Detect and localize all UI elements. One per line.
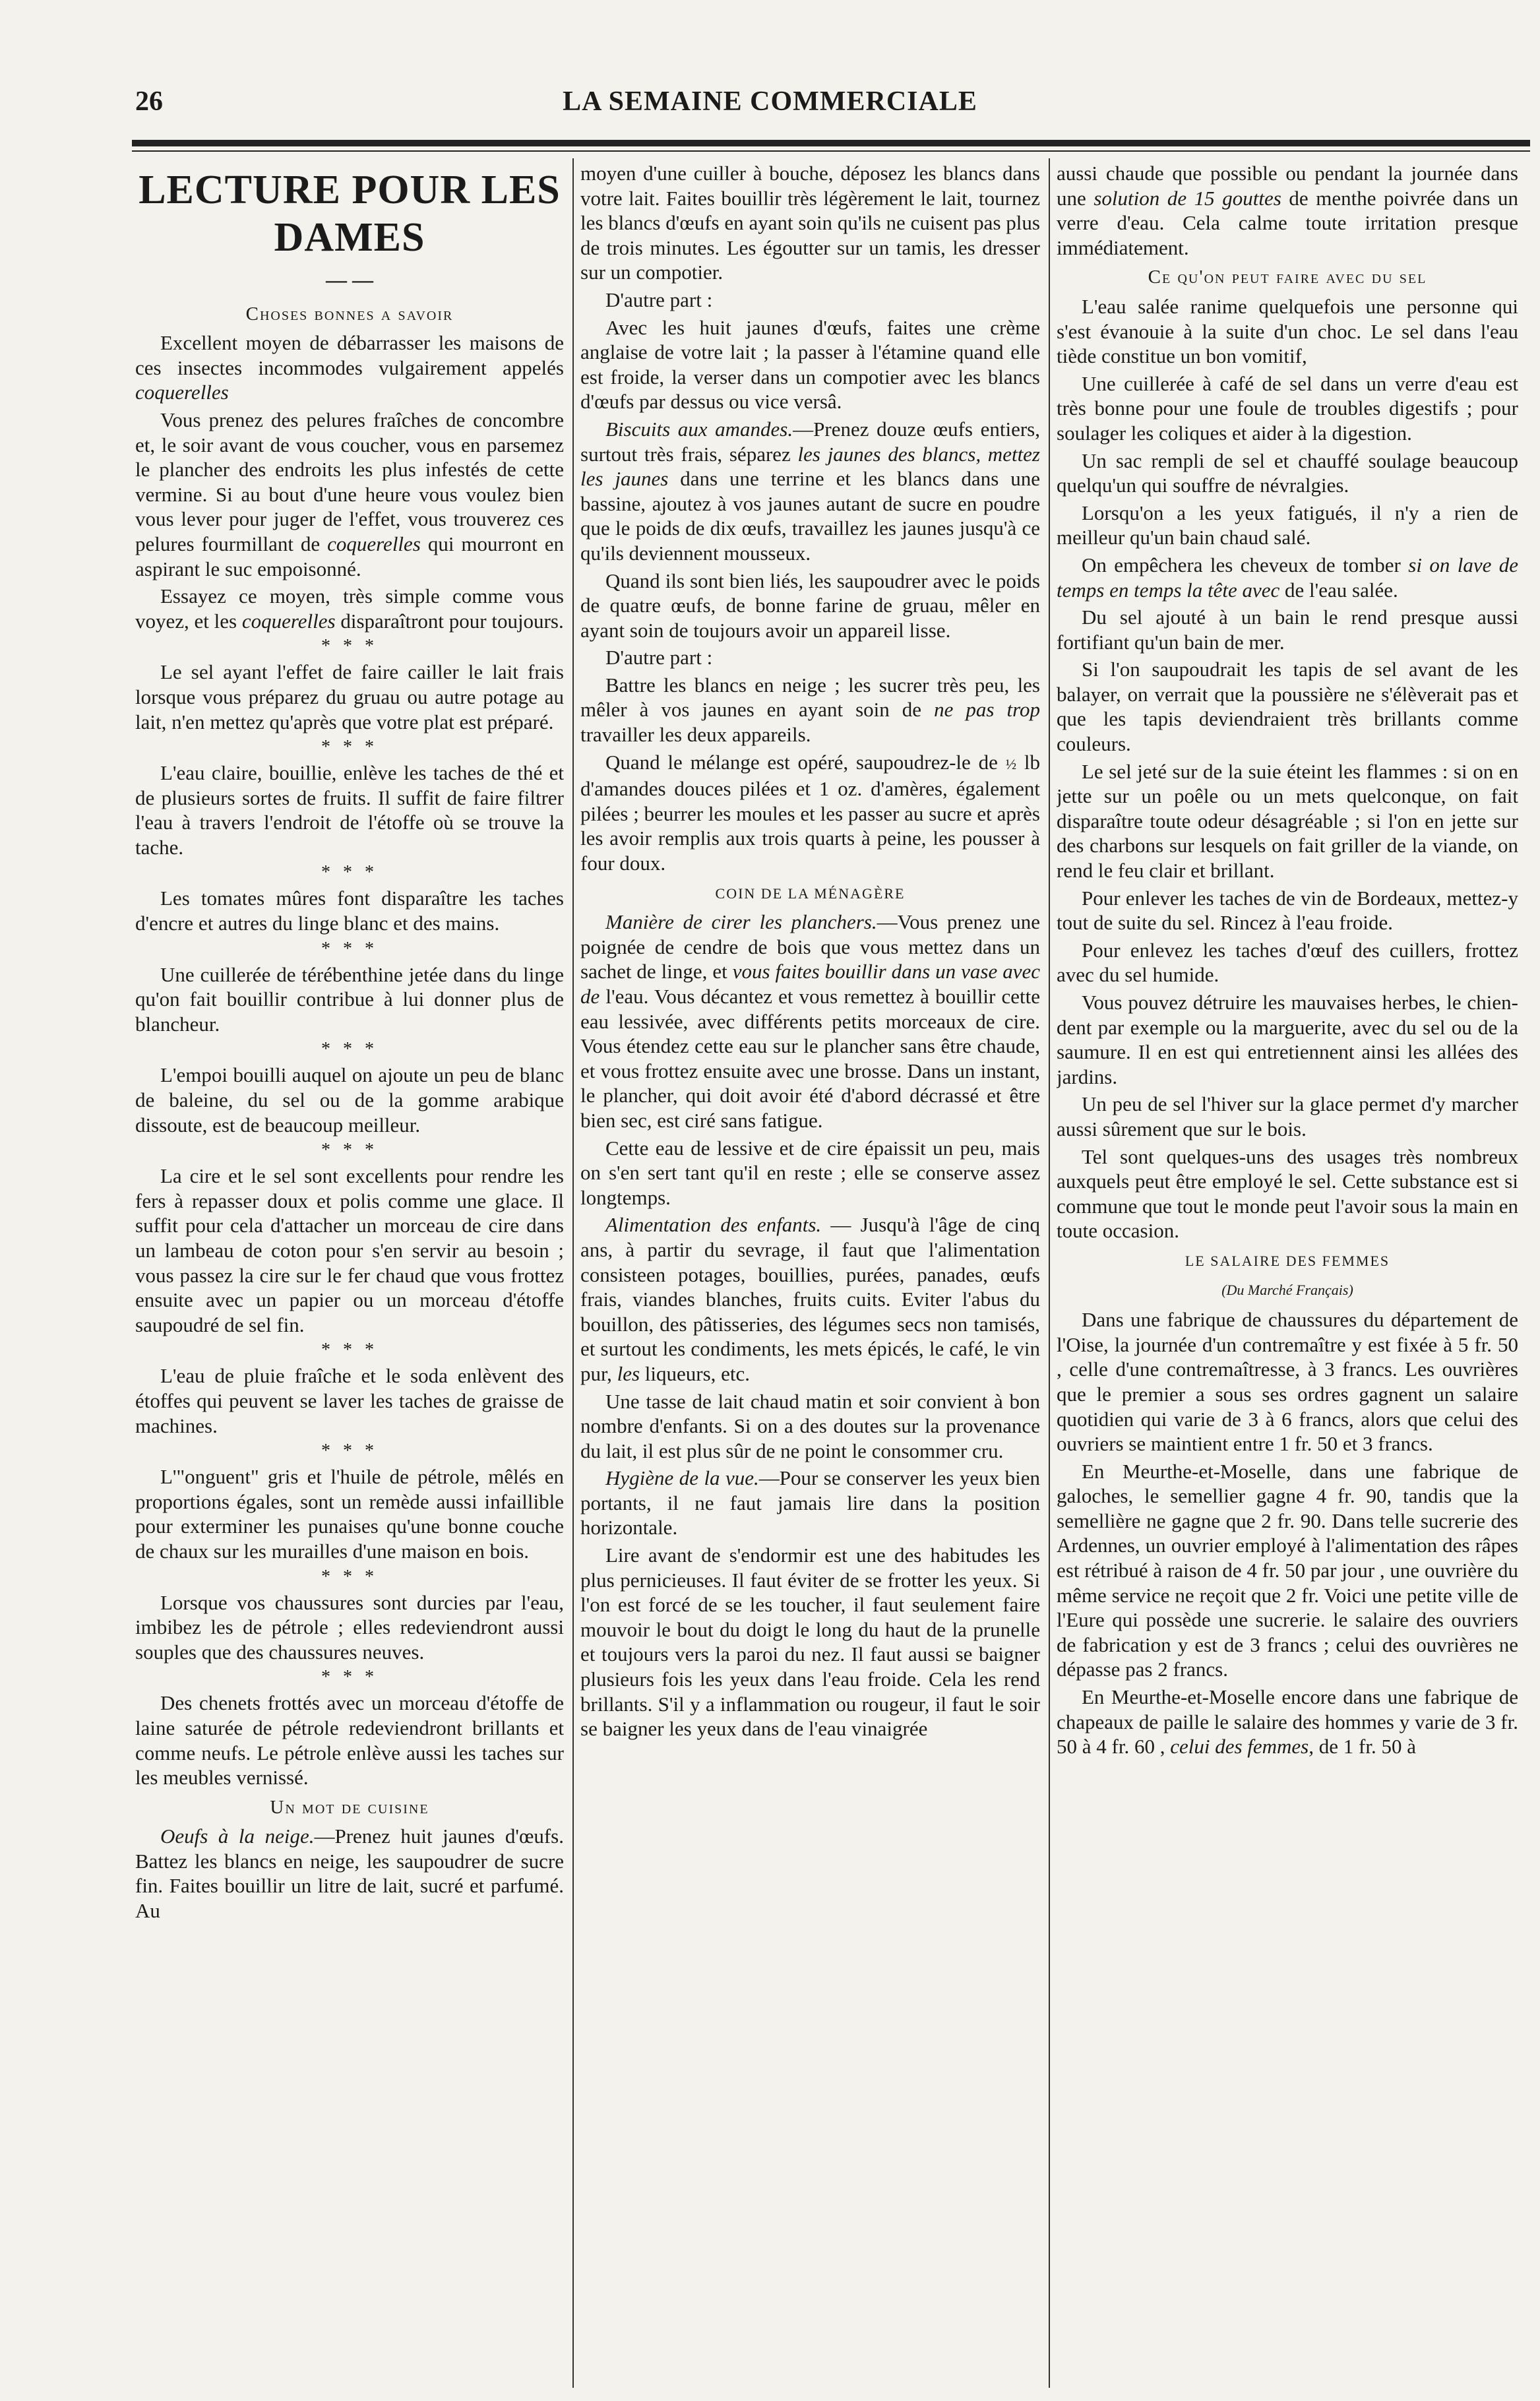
asterism: * * *	[321, 938, 378, 959]
column-rule-2	[1049, 158, 1050, 2388]
paragraph: Des chenets frottés avec un morceau d'étoffe de laine saturée de pétrole redeviendront brillants et comme neufs. Le pétrole enlève aussi les taches sur les meubles vernissé.	[135, 1691, 564, 1790]
paragraph: Les tomates mûres font disparaître les taches d'encre et autres du linge blanc et des mains.	[135, 887, 564, 935]
paragraph: On empêchera les cheveux de tomber si on lave de temps en temps la tête avec de l'eau salée.	[1057, 553, 1518, 602]
paragraph: En Meurthe-et-Moselle, dans une fabrique de galoches, le semellier gagne 4 fr. 90, tandis que la semellière ne gagne que 2 fr. 90. Dans telle sucrerie des Ardennes, un ouvrier employé à l'alimentation des râpes est rétribué à raison de 4 fr. 50 par jour , une ouvrière du même service ne reçoit que 2 fr. Voici une petite ville de l'Eure qui possède une sucrerie. le salaire des ouvriers de fabrication y est de 3 francs ; celui des ouvrières ne dépasse pas 2 francs.	[1057, 1459, 1518, 1681]
asterism: * * *	[321, 1340, 378, 1361]
paragraph: D'autre part :	[605, 288, 713, 311]
paragraph: Si l'on saupoudrait les tapis de sel avant de les balayer, on verrait que la poussière ne s'élèverait pas et que les tapis deviendraient très brillants comme couleurs.	[1057, 658, 1518, 756]
paragraph: Biscuits aux amandes.—Prenez douze œufs entiers, surtout très frais, séparez les jaunes des blancs, mettez les jaunes dans une terrine et les blancs dans une bassine, ajoutez à vos jaunes autant de sucre en poudre que le poids de dix œufs, travaillez les jaunes jusqu'à ce qu'ils deviennent mousseux.	[580, 417, 1040, 565]
paragraph: L'empoi bouilli auquel on ajoute un peu de blanc de baleine, du sel ou de la gomme arabique dissoute, est de beaucoup meilleur.	[135, 1063, 564, 1137]
paragraph: Essayez ce moyen, très simple comme vous voyez, et les coquerelles disparaîtront pour toujours.	[135, 584, 564, 633]
paragraph: L'eau salée ranime quelquefois une personne qui s'est évanouie à la suite d'un choc. Le sel dans l'eau tiède constitue un bon vomitif,	[1057, 294, 1518, 368]
header-rule-thick	[132, 140, 1530, 146]
header-rule-thin	[132, 150, 1530, 152]
page-number: 26	[135, 86, 163, 117]
asterism: * * *	[321, 1441, 378, 1462]
paragraph: Vous pouvez détruire les mauvaises herbes, le chien-dent par exemple ou la marguerite, avec du sel ou de la saumure. Il en est qui entretiennent ainsi les allées des jardins.	[1057, 991, 1518, 1088]
column-rule-1	[572, 158, 574, 2388]
paragraph: Pour enlevez les taches d'œuf des cuillers, frottez avec du sel humide.	[1057, 938, 1518, 987]
paragraph: Une cuillerée de térébenthine jetée dans du linge qu'on fait bouillir contribue à lui donner plus de blancheur.	[135, 962, 564, 1036]
paragraph: L'"onguent" gris et l'huile de pétrole, mêlés en proportions égales, sont un remède aussi infaillible pour exterminer les punaises qu'une bonne couche de chaux sur les murailles d'une maison en bois.	[135, 1465, 564, 1563]
paragraph: Tel sont quelques-uns des usages très nombreux auxquels peut être employé le sel. Cette substance est si commune que tout le monde peut l'avoir sous la main en toute occasion.	[1057, 1144, 1518, 1243]
paragraph: Vous prenez des pelures fraîches de concombre et, le soir avant de vous coucher, vous en parsemez le plancher des endroits les plus infestés de cette vermine. Si au bout d'une heure vous voulez bien vous lever pour juger de l'effet, vous trouverez ces pelures fourmillant de coquerelles qui mourront en aspirant le suc empoisonné.	[135, 408, 564, 580]
asterism: * * *	[321, 1140, 378, 1161]
paragraph: Lorsque vos chaussures sont durcies par l'eau, imbibez les de pétrole ; elles redeviendront aussi souples que des chaussures neuves.	[135, 1590, 564, 1664]
asterism: * * *	[321, 1667, 378, 1688]
paragraph: Oeufs à la neige.—Prenez huit jaunes d'œufs. Battez les blancs en neige, les saupoudrer de sucre fin. Faites bouillir un litre de lait, sucré et parfumé. Au	[135, 1824, 564, 1923]
asterism: * * *	[321, 1039, 378, 1060]
asterism: * * *	[321, 862, 378, 883]
paragraph: Alimentation des enfants. — Jusqu'à l'âge de cinq ans, à partir du sevrage, il faut que l'alimentation consisteen potages, bouillies, purées, panades, œufs frais, viandes blanches, fruits cuits. Eviter l'abus du bouillon, des pâtisseries, des légumes secs non tamisés, et surtout les condiments, les mets épicés, le café, le vin pur, les liqueurs, etc.	[580, 1213, 1040, 1385]
paragraph: En Meurthe-et-Moselle encore dans une fabrique de chapeaux de paille le salaire des hommes y varie de 3 fr. 50 à 4 fr. 60 , celui des femmes, de 1 fr. 50 à	[1057, 1685, 1518, 1759]
asterism: * * *	[321, 737, 378, 758]
paragraph: Le sel ayant l'effet de faire cailler le lait frais lorsque vous préparez du gruau ou autre potage au lait, n'en mettez qu'après que votre plat est préparé.	[135, 660, 564, 733]
paragraph: Un peu de sel l'hiver sur la glace permet d'y marcher aussi sûrement que sur le bois.	[1057, 1092, 1518, 1140]
subhead-salaire-femmes: LE SALAIRE DES FEMMES	[1185, 1252, 1390, 1269]
paragraph: L'eau de pluie fraîche et le soda enlèvent des étoffes qui peuvent se laver les taches de graisse de machines.	[135, 1364, 564, 1437]
paragraph: Le sel jeté sur de la suie éteint les flammes : si on en jette sur un poêle ou un mets quelconque, on fait disparaître toute odeur désagréable ; si l'on en jette sur des charbons sur lesquels on fait griller de la viande, on rend le feu clair et brillant.	[1057, 759, 1518, 883]
column-2	[580, 161, 1040, 2384]
paragraph: Lorsqu'on a les yeux fatigués, il n'y a rien de meilleur qu'un bain chaud salé.	[1057, 501, 1518, 549]
paragraph: Avec les huit jaunes d'œufs, faites une crème anglaise de votre lait ; la passer à l'étamine quand elle est froide, la verser dans un compotier avec les blancs d'œufs par dessus ou vice versâ.	[580, 315, 1040, 414]
paragraph: aussi chaude que possible ou pendant la journée dans une solution de 15 gouttes de menthe poivrée dans un verre d'eau. Cela calme toute irritation presque immédiatement.	[1057, 162, 1518, 259]
column-1	[135, 161, 564, 2384]
paragraph: La cire et le sel sont excellents pour rendre les fers à repasser doux et polis comme une glace. Il suffit pour cela d'attacher un morceau de cire dans un lambeau de coton pour s'en servir au besoin ; vous passez la cire sur le fer chaud que vous frottez ensuite avec un papier ou un morceau d'étoffe saupoudré de sel fin.	[135, 1164, 564, 1336]
paragraph: D'autre part :	[605, 646, 713, 670]
title-dash: — —	[326, 268, 373, 292]
paragraph: Quand le mélange est opéré, saupoudrez-le de ½ lb d'amandes douces pilées et 1 oz. d'amères, également pilées ; beurrer les moules et les passer au sucre et après les avoir remplis aux trois quarts à peine, les pousser à four doux.	[580, 750, 1040, 875]
source-line: (Du Marché Français)	[1221, 1281, 1353, 1298]
paragraph: Une cuillerée à café de sel dans un verre d'eau est très bonne pour une foule de troubles digestifs ; pour soulager les coliques et aider à la digestion.	[1057, 371, 1518, 445]
asterism: * * *	[321, 1566, 378, 1587]
paragraph: Hygiène de la vue.—Pour se conserver les yeux bien portants, il ne faut jamais lire dans la position horizontale.	[580, 1466, 1040, 1540]
paragraph: moyen d'une cuiller à bouche, déposez les blancs dans votre lait. Faites bouillir très légèrement le lait, tournez les blancs d'œufs en ayant soin qu'ils ne cuisent pas plus de trois minutes. Les égoutter sur un tamis, les dresser sur un compotier.	[580, 162, 1040, 284]
paragraph: Quand ils sont bien liés, les saupoudrer avec le poids de quatre œufs, de bonne farine de gruau, mêler en ayant soin de toujours avoir un appareil lisse.	[580, 569, 1040, 642]
column-3	[1057, 161, 1518, 2384]
paragraph: Cette eau de lessive et de cire épaissit un peu, mais on s'en sert tant qu'il en reste ; elle se conserve assez longtemps.	[580, 1136, 1040, 1209]
paragraph: L'eau claire, bouillie, enlève les taches de thé et de plusieurs sortes de fruits. Il suffit de faire filtrer l'eau à travers l'endroit de l'étoffe où se trouve la tache.	[135, 761, 564, 859]
paragraph: Excellent moyen de débarrasser les maisons de ces insectes incommodes vulgairement appelés coquerelles	[135, 331, 564, 404]
paragraph: Battre les blancs en neige ; les sucrer très peu, les mêler à vos jaunes en ayant soin de ne pas trop travailler les deux appareils.	[580, 673, 1040, 747]
paragraph: Du sel ajouté à un bain le rend presque aussi fortifiant qu'un bain de mer.	[1057, 606, 1518, 654]
subhead-coin-menagere: COIN DE LA MÉNAGÈRE	[715, 885, 906, 902]
subhead-choses-bonnes: Choses bonnes a savoir	[245, 303, 454, 325]
paragraph: Dans une fabrique de chaussures du département de l'Oise, la journée d'un contremaître y est fixée à 5 fr. 50 , celle d'une contremaîtresse, à 3 francs. Les ouvrières que le premier a sous ses ordres gagnent un salaire quotidien qui varie de 3 à 6 francs, alors que celui des ouvriers se maintient entre 1 fr. 50 et 3 francs.	[1057, 1308, 1518, 1456]
paragraph: Manière de cirer les planchers.—Vous prenez une poignée de cendre de bois que vous mettez dans un sachet de linge, et vous faites bouillir dans un vase avec de l'eau. Vous décantez et vous remettez à bouillir cette eau lessivée, avec différents petits morceaux de cire. Vous étendez cette eau sur le plancher sans être chaude, et vous frottez ensuite avec une brosse. Dans un instant, le plancher, qui doit avoir été d'abord décrassé et être bien sec, est ciré sans fatigue.	[580, 910, 1040, 1132]
paragraph: Un sac rempli de sel et chauffé soulage beaucoup quelqu'un qui souffre de névralgies.	[1057, 449, 1518, 497]
paragraph: Une tasse de lait chaud matin et soir convient à bon nombre d'enfants. Si on a des doutes sur la provenance du lait, il est plus sûr de ne point le consommer cru.	[580, 1389, 1040, 1462]
running-title: LA SEMAINE COMMERCIALE	[563, 86, 977, 117]
subhead-mot-de-cuisine: Un mot de cuisine	[270, 1796, 429, 1818]
paragraph: Lire avant de s'endormir est une des habitudes les plus pernicieuses. Il faut éviter de se frotter les yeux. Si l'on est forcé de se les toucher, il faut seulement faire mouvoir le bout du doigt le long du haut de la prunelle et toujours vers la paroi du nez. Il faut aussi se baigner plusieurs fois les yeux dans l'eau froide. Cela les rend brillants. S'il y a inflammation ou rougeur, il faut le soir se baigner les yeux dans de l'eau vinaigrée	[580, 1544, 1040, 1741]
section-title: LECTURE POUR LES DAMES	[139, 168, 561, 260]
paragraph: Pour enlever les taches de vin de Bordeaux, mettez-y tout de suite du sel. Rincez à l'eau froide.	[1057, 886, 1518, 935]
subhead-avec-du-sel: Ce qu'on peut faire avec du sel	[1148, 266, 1427, 288]
asterism: * * *	[321, 636, 378, 657]
page-header	[0, 79, 1540, 132]
